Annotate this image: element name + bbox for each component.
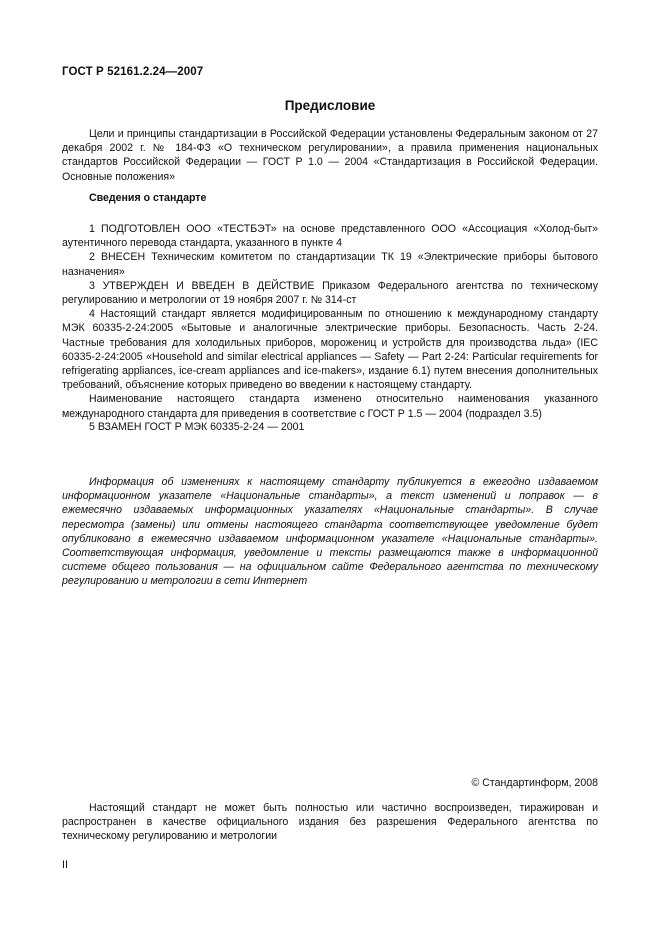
change-info-paragraph: Информация об изменениях к настоящему стандарту публикуется в ежегодно издаваемом информационном указателе «Национальные стандарты», а текст изменений и поправок — в ежемесячно издаваемых информационных указателях «Национальные стандарты». В случае пересмотра (замены) или отмены настоящего стандарта соответствующее уведомление будет опубликовано в ежемесячно издаваемом информационном указателе «Национальные стандарты». Соответствующая информация, уведомление и тексты размещаются также в информационной системе общего пользования — на официальном сайте Федерального агентства по техническому регулированию и метрологии в сети Интернет	[62, 476, 598, 588]
change-info-section	[62, 475, 598, 589]
item-prepared: 1 ПОДГОТОВЛЕН ООО «ТЕСТБЭТ» на основе представленного ООО «Ассоциация «Холод-быт» аутентичного перевода стандарта, указанного в пункте 4	[62, 223, 598, 250]
intro-paragraph: Цели и принципы стандартизации в Российской Федерации установлены Федеральным законом от 27 декабря 2002 г. № 184-ФЗ «О техническом регулировании», а правила применения национальных стандартов Российской Федерации — ГОСТ Р 1.0 — 2004 «Стандартизация в Российской Федерации. Основные положения»	[62, 128, 598, 183]
reproduction-section	[62, 801, 598, 844]
reproduction-notice: Настоящий стандарт не может быть полностью или частично воспроизведен, тиражирован и распространен в качестве официального издания без разрешения Федерального агентства по техническому регулированию и метрологии	[62, 802, 598, 843]
item-modified: 4 Настоящий стандарт является модифицированным по отношению к международному стандарту МЭК 60335-2-24:2005 «Бытовые и аналогичные электрические приборы. Безопасность. Часть 2-24. Частные требования для холодильных приборов, морожениц и устройств для производства льда» (IEC 60335-2-24:2005 «Household and similar electrical appliances — Safety — Part 2-24: Particular requirements for refrigerating appliances, ice-cream appliances and ice-makers», издание 6.1) путем внесения дополнительных требований, объяснение которых приведено во введении к настоящему стандарту.	[62, 308, 598, 392]
standard-info-heading: Сведения о стандарте	[89, 192, 207, 204]
replaces-section	[62, 420, 598, 434]
document-page	[62, 0, 598, 936]
item-replaces: 5 ВЗАМЕН ГОСТ Р МЭК 60335-2-24 — 2001	[89, 421, 305, 433]
page-title: Предисловие	[284, 98, 376, 113]
item-submitted: 2 ВНЕСЕН Техническим комитетом по стандартизации ТК 19 «Электрические приборы бытового назначения»	[62, 251, 598, 278]
standard-info-list	[62, 222, 598, 421]
page-number: II	[62, 859, 68, 871]
intro-section	[62, 127, 598, 184]
item-name-changed: Наименование настоящего стандарта изменено относительно наименования указанного международного стандарта для приведения в соответствие с ГОСТ Р 1.5 — 2004 (подраздел 3.5)	[62, 393, 598, 420]
copyright-notice: © Стандартинформ, 2008	[471, 777, 598, 789]
item-approved: 3 УТВЕРЖДЕН И ВВЕДЕН В ДЕЙСТВИЕ Приказом Федерального агентства по техническому регулированию и метрологии от 19 ноября 2007 г. № 314-ст	[62, 279, 598, 307]
document-code: ГОСТ Р 52161.2.24—2007	[62, 66, 204, 78]
